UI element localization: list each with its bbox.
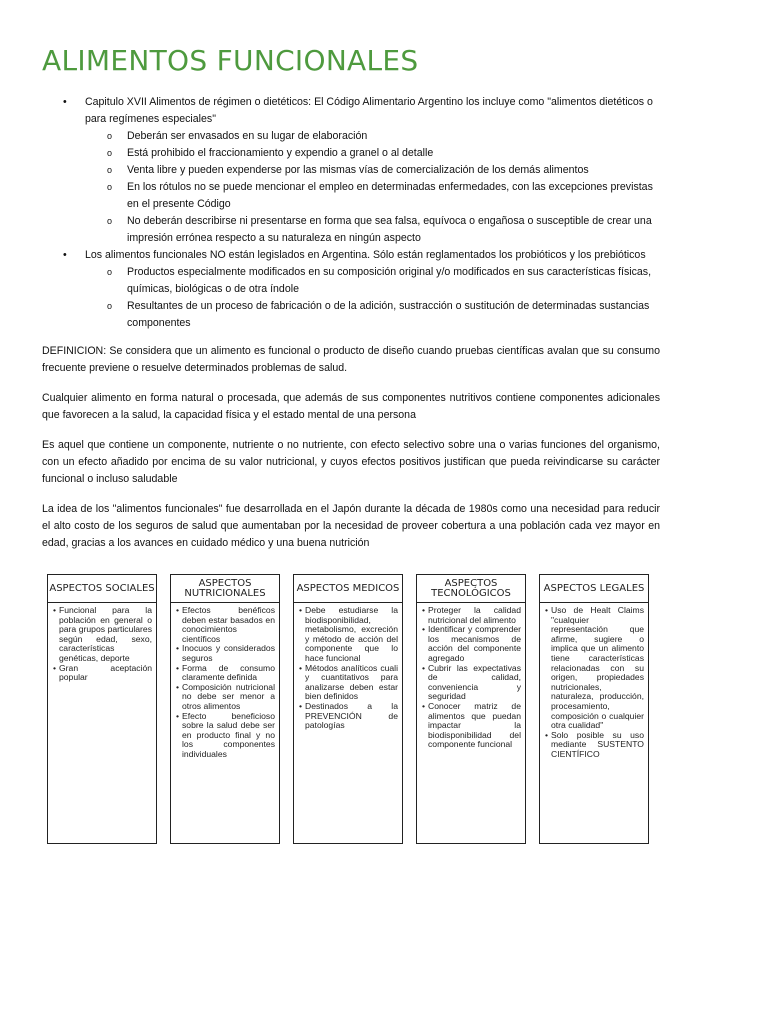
aspect-item	[176, 606, 275, 644]
aspect-box-body	[540, 603, 648, 760]
aspect-item	[176, 712, 275, 760]
page-title: ALIMENTOS FUNCIONALES	[42, 44, 419, 77]
sub-list-item-text: Está prohibido el fraccionamiento y expendio a granel o al detalle	[127, 147, 434, 159]
aspect-item-text: Conocer matriz de alimentos que puedan impactar la biodisponibilidad del componente funcional	[428, 700, 521, 750]
bullet-dot-icon: •	[176, 643, 180, 654]
sub-list-item-text: No deberán describirse ni presentarse en forma que sea falsa, equívoca o engañosa o susceptible de crear una impresión errónea respecto a su naturaleza en ningún aspecto	[127, 215, 652, 244]
list-item	[42, 247, 660, 264]
aspect-item-text: Debe estudiarse la biodisponibilidad, metabolismo, excreción y método de acción del componente que lo hace funcional	[305, 605, 398, 663]
sub-bullet-icon: o	[107, 267, 113, 277]
sub-list-item	[84, 128, 660, 145]
sub-list-item	[84, 298, 660, 332]
aspects-diagram	[47, 574, 667, 844]
aspect-box-body	[171, 603, 279, 760]
aspect-box-heading: ASPECTOS MEDICOS	[294, 575, 402, 603]
aspect-item	[299, 664, 398, 702]
sub-list-container	[42, 128, 660, 247]
aspect-item-text: Destinados a la PREVENCIÓN de patologías	[305, 700, 398, 731]
aspect-item-text: Métodos analíticos cuali y cuantitativos para analizarse deben estar bien definidos	[305, 662, 398, 702]
aspect-item	[545, 606, 644, 731]
bullet-dot-icon: •	[422, 662, 426, 673]
sub-bullet-icon: o	[107, 182, 113, 192]
aspect-item	[422, 664, 521, 702]
bullet-dot-icon: •	[545, 729, 549, 740]
document-body	[42, 94, 660, 552]
aspect-box-heading: ASPECTOS LEGALES	[540, 575, 648, 603]
sub-list-item	[84, 162, 660, 179]
sub-bullet-icon: o	[107, 148, 113, 158]
sub-list-item	[84, 264, 660, 298]
sub-list-item-text: Productos especialmente modificados en su composición original y/o modificados en sus características físicas, químicas, biológicas o de otra índole	[127, 266, 652, 295]
sub-list-item-text: Deberán ser envasados en su lugar de elaboración	[127, 130, 368, 142]
body-paragraph: Es aquel que contiene un componente, nutriente o no nutriente, con efecto selectivo sobre una o varias funciones del organismo, con un efecto añadido por encima de su valor nutricional, y cuyos efectos positivos justifican que pueda reivindicarse su carácter funcional o incluso saludable	[42, 439, 660, 485]
sub-list-item	[84, 213, 660, 247]
bullet-dot-icon: •	[63, 249, 67, 261]
list-item-text: Los alimentos funcionales NO están legislados en Argentina. Sólo están reglamentados los probióticos y los prebióticos	[85, 249, 646, 261]
aspect-item	[299, 702, 398, 731]
sub-list-item-text: Venta libre y pueden expenderse por las mismas vías de comercialización de los demás alimentos	[127, 164, 589, 176]
aspect-item	[422, 625, 521, 663]
aspect-item-text: Inocuos y considerados seguros	[182, 643, 275, 663]
aspect-box-medical	[293, 574, 403, 844]
aspect-box-nutritional	[170, 574, 280, 844]
aspect-item	[299, 606, 398, 664]
aspect-item-text: Efecto beneficioso sobre la salud debe ser en producto final y no los componentes individuales	[182, 710, 275, 759]
body-paragraph: Cualquier alimento en forma natural o procesada, que además de sus componentes nutritivos contiene componentes adicionales que favorecen a la salud, la capacidad física y el estado mental de una persona	[42, 392, 660, 421]
aspect-item-text: Proteger la calidad nutricional del alimento	[428, 605, 521, 625]
aspect-box-body	[48, 603, 156, 683]
definition-paragraph: DEFINICION: Se considera que un alimento es funcional o producto de diseño cuando pruebas científicas avalan que su consumo frecuente previene o resuelve determinados problemas de salud.	[42, 345, 660, 374]
list-item-text: Capitulo XVII Alimentos de régimen o dietéticos: El Código Alimentario Argentino los incluye como "alimentos dietéticos o para regímenes especiales"	[85, 96, 653, 125]
bullet-dot-icon: •	[299, 700, 303, 711]
aspect-item	[176, 664, 275, 683]
aspect-box-body	[417, 603, 525, 750]
sub-list-item	[84, 145, 660, 162]
aspect-item	[422, 606, 521, 625]
aspect-item	[53, 664, 152, 683]
sub-list-item-text: Resultantes de un proceso de fabricación o de la adición, sustracción o sustitución de determinadas sustancias componentes	[127, 300, 650, 329]
aspect-item-text: Uso de Healt Claims "cualquier representación que afirme, sugiere o implica que un alimento tiene características relacionadas con su origen, propiedades nutricionales, naturaleza, producción, procesamiento, composición o cualquier otra cualidad"	[551, 605, 644, 731]
bullet-dot-icon: •	[53, 605, 57, 615]
sub-bullet-icon: o	[107, 131, 113, 141]
bullet-dot-icon: •	[176, 681, 180, 692]
aspect-item-text: Identificar y comprender los mecanismos de acción del componente agregado	[428, 624, 521, 663]
bullet-dot-icon: •	[176, 662, 180, 673]
bullet-dot-icon: •	[422, 605, 426, 615]
aspect-box-legal	[539, 574, 649, 844]
sub-list-item	[84, 179, 660, 213]
aspect-item	[176, 644, 275, 663]
bullet-list	[42, 94, 660, 332]
aspect-box-heading: ASPECTOS NUTRICIONALES	[171, 575, 279, 603]
sub-list-container	[42, 264, 660, 332]
sub-bullet-icon: o	[107, 216, 113, 226]
bullet-dot-icon: •	[299, 605, 303, 615]
list-item	[42, 94, 660, 128]
aspect-box-social	[47, 574, 157, 844]
aspect-box-heading: ASPECTOS TECNOLÓGICOS	[417, 575, 525, 603]
bullet-dot-icon: •	[176, 605, 180, 615]
sub-bullet-icon: o	[107, 301, 113, 311]
bullet-dot-icon: •	[53, 662, 57, 673]
aspect-item-text: Forma de consumo claramente definida	[182, 662, 275, 683]
sub-bullet-icon: o	[107, 165, 113, 175]
aspect-box-heading: ASPECTOS SOCIALES	[48, 575, 156, 603]
aspect-item	[176, 683, 275, 712]
sub-list-item-text: En los rótulos no se puede mencionar el empleo en determinadas enfermedades, con las excepciones previstas en el presente Código	[127, 181, 653, 210]
aspect-item-text: Solo posible su uso mediante SUSTENTO CIENTÍFICO	[551, 729, 644, 759]
aspect-item-text: Efectos benéficos deben estar basados en conocimientos científicos	[182, 605, 275, 644]
sub-list	[42, 128, 660, 247]
aspect-item-text: Gran aceptación popular	[59, 662, 152, 683]
aspect-item	[545, 731, 644, 760]
bullet-dot-icon: •	[299, 662, 303, 673]
bullet-dot-icon: •	[63, 96, 67, 108]
aspect-item	[422, 702, 521, 750]
bullet-dot-icon: •	[422, 700, 426, 711]
bullet-dot-icon: •	[422, 624, 426, 635]
aspect-item-text: Cubrir las expectativas de calidad, conveniencia y seguridad	[428, 662, 521, 702]
aspect-item-text: Funcional para la población en general o para grupos particulares según edad, sexo, características genéticas, deporte	[59, 605, 152, 663]
sub-list	[42, 264, 660, 332]
body-paragraph: La idea de los "alimentos funcionales" fue desarrollada en el Japón durante la década de 1980s como una necesidad para reducir el alto costo de los seguros de salud que aumentaban por la necesidad de proveer cobertura a una población cada vez mayor en edad, gracias a los avances en cuidado médico y una buena nutrición	[42, 503, 660, 549]
aspect-item-text: Composición nutricional no debe ser menor a otros alimentos	[182, 681, 275, 711]
aspect-box-body	[294, 603, 402, 731]
bullet-dot-icon: •	[176, 710, 180, 721]
aspect-item	[53, 606, 152, 664]
bullet-dot-icon: •	[545, 605, 549, 615]
aspect-box-technological	[416, 574, 526, 844]
